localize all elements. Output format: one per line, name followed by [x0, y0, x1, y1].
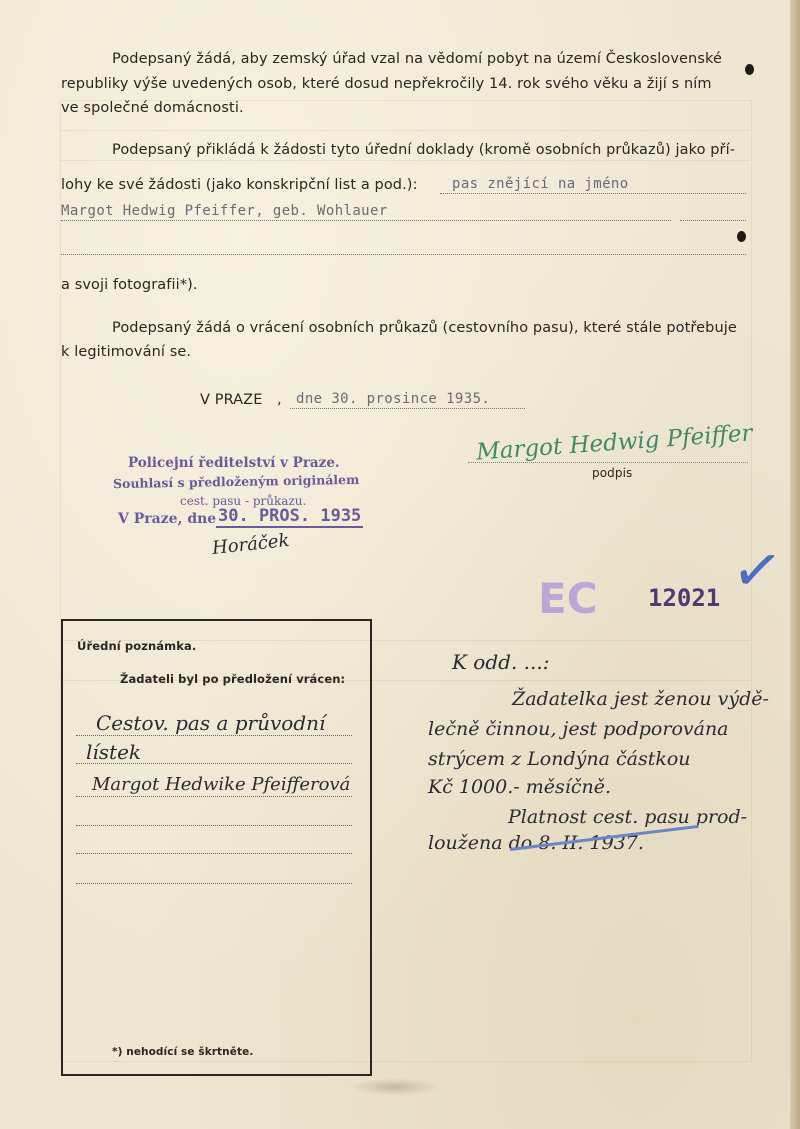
fill-in-line — [61, 220, 671, 221]
registration-check-mark: ✓ — [727, 532, 787, 610]
police-stamp-line-3: cest. pasu - průkazu. — [180, 494, 307, 508]
paragraph-2-line-4: a svoji fotografii*). — [61, 277, 198, 293]
date-city: V PRAZE — [200, 392, 263, 408]
punch-hole — [745, 64, 754, 75]
fill-in-line — [680, 220, 746, 221]
handwritten-note-line-4: strýcem z Londýna částkou — [428, 748, 691, 770]
box-fill-line — [76, 853, 352, 854]
handwritten-note-line-6: Platnost cest. pasu prod- — [508, 806, 748, 828]
paragraph-1-line-3: ve společné domácnosti. — [61, 100, 244, 116]
official-note-handwritten-3: Margot Hedwike Pfeifferová — [92, 774, 351, 795]
police-stamp-line-2: Souhlasí s předloženým originálem — [112, 471, 360, 492]
date-fill-line — [290, 408, 525, 409]
typed-date: dne 30. prosince 1935. — [296, 391, 491, 407]
police-stamp-line-4: V Praze, dne — [118, 511, 217, 527]
official-note-title: Úřední poznámka. — [77, 639, 197, 653]
paragraph-3-line-1: Podepsaný žádá o vrácení osobních průkazů (cestovního pasu), které stále potřebuje — [112, 320, 737, 336]
paragraph-1-line-1: Podepsaný žádá, aby zemský úřad vzal na vědomí pobyt na území Československé — [112, 51, 722, 67]
footnote: *) nehodící se škrtněte. — [112, 1046, 254, 1058]
handwritten-note-line-5: Kč 1000.- měsíčně. — [428, 776, 611, 798]
bleed-through-line — [60, 160, 750, 161]
paragraph-2-line-1: Podepsaný přikládá k žádosti tyto úřední doklady (kromě osobních průkazů) jako pří- — [112, 142, 736, 158]
handwritten-note-line-2: Žadatelka jest ženou výdě- — [512, 688, 769, 710]
handwritten-note-line-1: K odd. ...: — [452, 650, 550, 674]
handwritten-note-line-7: loužena do 8. II. 1937. — [428, 832, 644, 854]
box-fill-line — [76, 796, 352, 797]
typed-document-name: pas znějící na jméno — [452, 176, 629, 192]
bleed-through-line — [60, 130, 750, 131]
paragraph-3-line-2: k legitimování se. — [61, 344, 192, 360]
registration-number: 12021 — [648, 584, 721, 612]
handwritten-note-line-3: lečně činnou, jest podporována — [428, 718, 729, 740]
fill-in-line — [440, 193, 746, 194]
paragraph-1-line-2: republiky výše uvedených osob, které dosud nepřekročily 14. rok svého věku a žijí s ním — [61, 76, 712, 92]
police-stamp-line-1: Policejní ředitelství v Praze. — [128, 455, 340, 471]
box-fill-line — [76, 735, 352, 736]
punch-hole — [737, 231, 746, 242]
paper-crease-mark — [350, 1078, 440, 1096]
police-stamp-date: 30. PROS. 1935 — [218, 506, 362, 526]
official-note-subtitle: Žadateli byl po předložení vrácen: — [120, 672, 346, 686]
date-comma: , — [277, 392, 282, 408]
registration-ec-stamp: EC — [538, 574, 598, 623]
official-note-handwritten-2: lístek — [86, 740, 142, 764]
signature-label: podpis — [592, 466, 633, 480]
paragraph-2-line-2: lohy ke své žádosti (jako konskripční list a pod.): — [61, 177, 418, 193]
paper-edge — [790, 0, 800, 1129]
typed-holder-name: Margot Hedwig Pfeiffer, geb. Wohlauer — [61, 203, 388, 219]
box-fill-line — [76, 825, 352, 826]
police-stamp-initials: Horáček — [211, 530, 291, 559]
official-note-handwritten-1: Cestov. pas a průvodní — [96, 711, 326, 735]
fill-in-line — [61, 254, 746, 255]
box-fill-line — [76, 883, 352, 884]
signature-handwritten: Margot Hedwig Pfeiffer — [475, 420, 754, 466]
